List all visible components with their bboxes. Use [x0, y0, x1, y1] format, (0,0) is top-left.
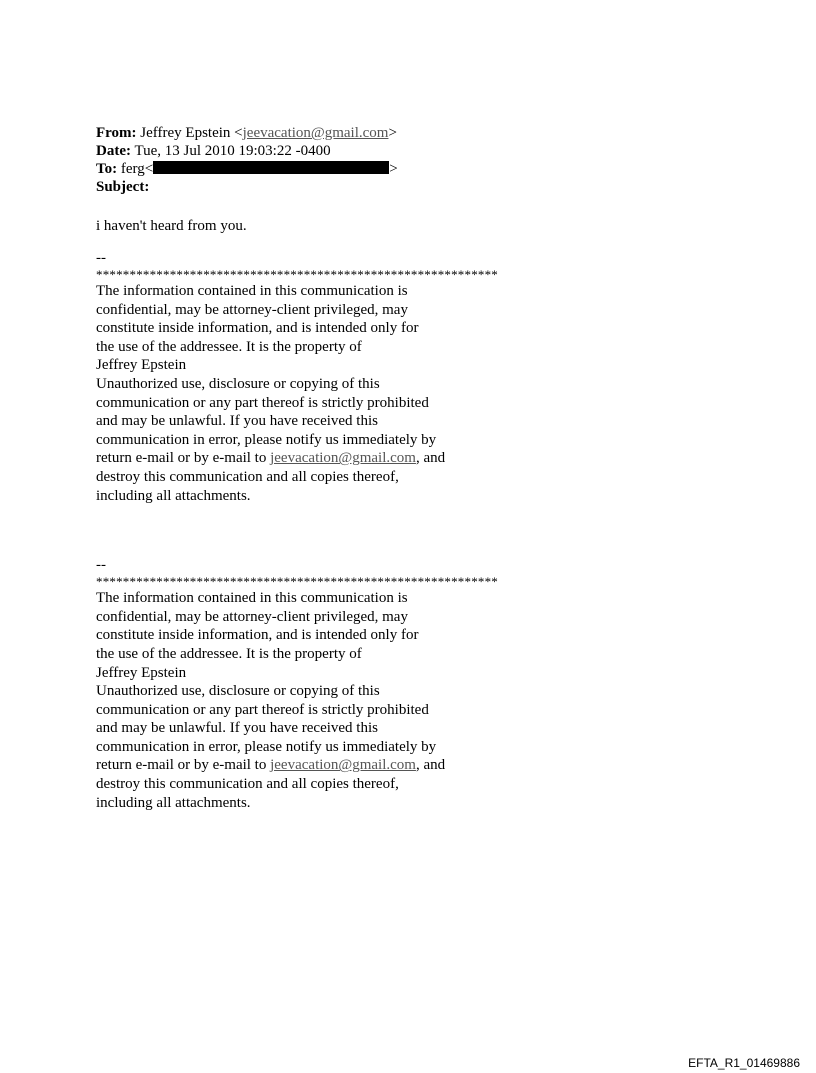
- disclaimer-line: constitute inside information, and is intended only for: [96, 320, 419, 337]
- document-id: EFTA_R1_01469886: [688, 1056, 800, 1070]
- disclaimer-return-line: [96, 449, 786, 468]
- signature-dash: --: [96, 557, 106, 574]
- signature-block: [96, 249, 786, 505]
- return-email-link[interactable]: jeevacation@gmail.com: [270, 757, 416, 774]
- redaction-box: [153, 161, 389, 174]
- signature-stars: ************************************************************: [96, 267, 498, 282]
- disclaimer-line: Unauthorized use, disclosure or copying of this: [96, 375, 380, 392]
- date-label: Date:: [96, 143, 131, 159]
- return-email-link[interactable]: jeevacation@gmail.com: [270, 450, 416, 467]
- from-line: [96, 124, 786, 142]
- date-value: Tue, 13 Jul 2010 19:03:22 -0400: [134, 143, 331, 159]
- signature-block: [96, 556, 786, 812]
- disclaimer-line: including all attachments.: [96, 487, 251, 504]
- disclaimer-line: The information contained in this communication is: [96, 283, 408, 299]
- disclaimer-line: The information contained in this communication is: [96, 590, 408, 607]
- disclaimer-line: communication or any part thereof is strictly prohibited: [96, 394, 429, 411]
- from-label: From:: [96, 125, 137, 141]
- to-value-start: ferg<: [120, 161, 154, 177]
- return-suffix: , and: [415, 757, 446, 774]
- to-label: To:: [96, 161, 118, 177]
- signature-dash: --: [96, 250, 106, 266]
- date-line: [96, 142, 786, 160]
- subject-label: Subject:: [96, 179, 150, 195]
- disclaimer-line: including all attachments.: [96, 794, 251, 811]
- subject-line: [96, 178, 786, 196]
- disclaimer-line: confidential, may be attorney-client privileged, may: [96, 608, 408, 625]
- disclaimer-line: destroy this communication and all copies thereof,: [96, 776, 399, 793]
- disclaimer-line: the use of the addressee. It is the property of: [96, 645, 362, 662]
- from-email-link[interactable]: jeevacation@gmail.com: [242, 125, 389, 141]
- return-prefix: return e-mail or by e-mail to: [96, 450, 271, 467]
- disclaimer-line: and may be unlawful. If you have received this: [96, 720, 378, 737]
- to-value-end: >: [389, 161, 398, 177]
- signature-stars: ************************************************************: [96, 574, 498, 590]
- disclaimer-line: Unauthorized use, disclosure or copying of this: [96, 683, 380, 700]
- disclaimer-line: constitute inside information, and is intended only for: [96, 627, 419, 644]
- from-close: >: [388, 125, 397, 141]
- return-prefix: return e-mail or by e-mail to: [96, 757, 271, 774]
- disclaimer-line: communication or any part thereof is strictly prohibited: [96, 701, 429, 718]
- disclaimer-line: confidential, may be attorney-client privileged, may: [96, 301, 408, 318]
- disclaimer-line: the use of the addressee. It is the property of: [96, 338, 362, 355]
- disclaimer-line: communication in error, please notify us immediately by: [96, 431, 437, 448]
- disclaimer-line: and may be unlawful. If you have received this: [96, 413, 378, 430]
- disclaimer-line: Jeffrey Epstein: [96, 664, 187, 681]
- to-line: [96, 160, 786, 178]
- message-body: i haven't heard from you.: [96, 218, 247, 234]
- email-document: [96, 124, 786, 812]
- from-name: Jeffrey Epstein <: [140, 125, 243, 141]
- disclaimer-line: communication in error, please notify us immediately by: [96, 738, 437, 755]
- disclaimer-return-line: [96, 756, 786, 775]
- disclaimer-line: destroy this communication and all copies thereof,: [96, 468, 399, 485]
- return-suffix: , and: [415, 450, 446, 467]
- disclaimer-line: Jeffrey Epstein: [96, 357, 187, 374]
